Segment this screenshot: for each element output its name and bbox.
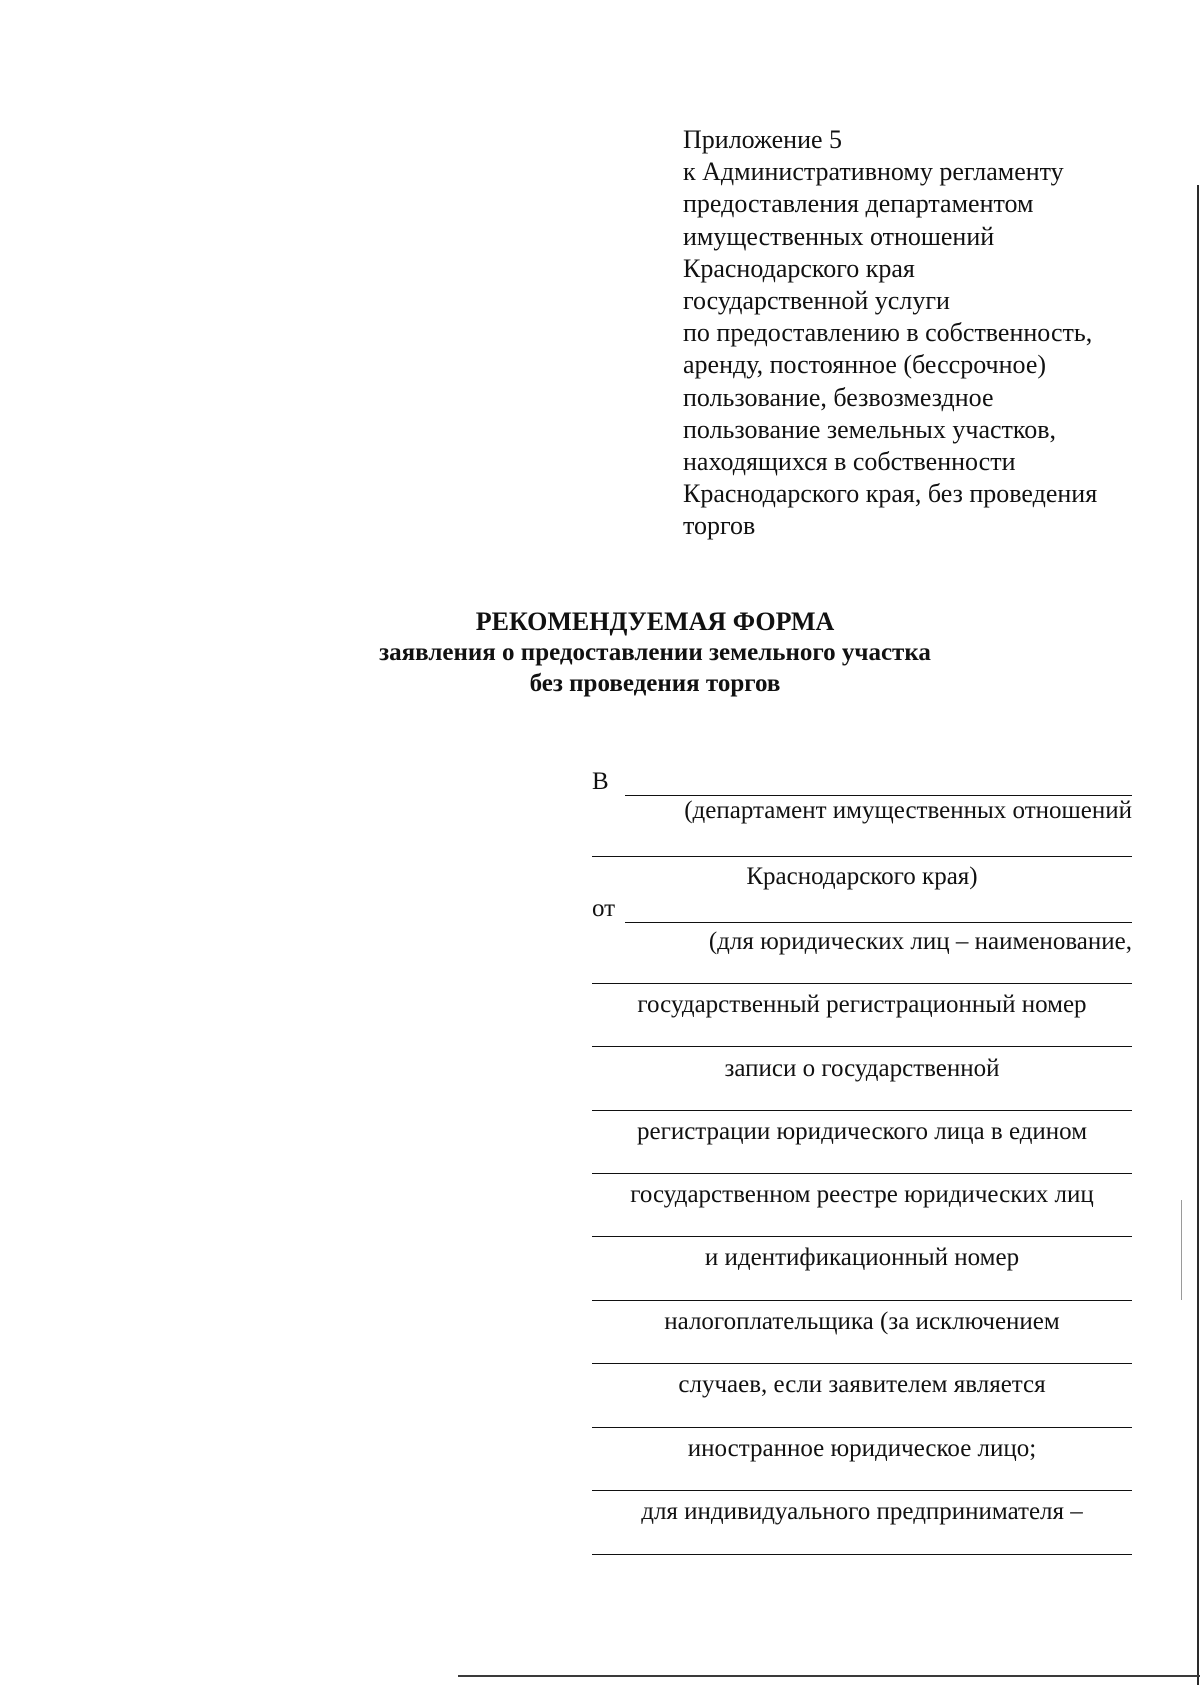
field-caption: для индивидуального предпринимателя –: [641, 1498, 1083, 1525]
appendix-line: имущественных отношений: [683, 221, 995, 251]
appendix-line: находящихся в собственности: [683, 447, 1016, 477]
fill-line[interactable]: [592, 1427, 1132, 1428]
appendix-line: Краснодарского края: [683, 253, 915, 283]
fill-line[interactable]: [592, 1046, 1132, 1047]
appendix-line: по предоставлению в собственность,: [683, 318, 1093, 348]
appendix-line: государственной услуги: [683, 286, 950, 316]
field-caption: государственном реестре юридических лиц: [630, 1181, 1094, 1208]
fill-line[interactable]: [592, 983, 1132, 984]
fill-line[interactable]: [592, 1110, 1132, 1111]
appendix-line: пользование земельных участков,: [683, 414, 1056, 444]
field-caption: регистрации юридического лица в едином: [636, 1118, 1088, 1145]
fill-line[interactable]: [592, 1173, 1132, 1174]
appendix-line: к Административному регламенту: [683, 157, 1064, 187]
form-title-line-1: РЕКОМЕНДУЕМАЯ ФОРМА: [475, 607, 835, 636]
form-title-line-2: заявления о предоставлении земельного участка: [379, 639, 931, 666]
field-caption: и идентификационный номер: [704, 1244, 1020, 1271]
field-caption: иностранное юридическое лицо;: [687, 1435, 1037, 1462]
appendix-line: Краснодарского края, без проведения: [683, 479, 1098, 509]
field-caption: записи о государственной: [724, 1055, 1000, 1082]
fill-line[interactable]: [592, 1490, 1132, 1491]
scan-edge-mark: [1181, 1200, 1182, 1300]
appendix-line: Приложение 5: [683, 125, 843, 154]
fill-line[interactable]: [592, 1363, 1132, 1364]
field-caption: налогоплательщика (за исключением: [664, 1308, 1060, 1335]
to-line: [592, 766, 1132, 798]
field-caption: случаев, если заявителем является: [678, 1371, 1046, 1398]
addressee-form: [592, 0, 1132, 1685]
appendix-line: аренду, постоянное (бессрочное): [683, 350, 1047, 380]
appendix-line: пользование, безвозмездное: [683, 382, 994, 412]
appendix-line: торгов: [683, 511, 756, 541]
fill-line[interactable]: [592, 1554, 1132, 1555]
appendix-line: предоставления департаментом: [683, 189, 1034, 219]
fill-line[interactable]: [592, 1300, 1132, 1301]
field-caption: (для юридических лиц – наименование,: [708, 928, 1132, 955]
fill-line[interactable]: [592, 1236, 1132, 1237]
from-fill-line[interactable]: [625, 922, 1132, 923]
from-prefix: от: [592, 895, 616, 922]
form-title-line-3: без проведения торгов: [529, 670, 781, 697]
to-prefix: В: [592, 768, 609, 795]
field-caption: Краснодарского края): [746, 863, 978, 890]
scan-edge-right: [1197, 185, 1199, 1685]
field-caption: государственный регистрационный номер: [637, 991, 1087, 1018]
fill-line[interactable]: [592, 856, 1132, 857]
field-caption: (департамент имущественных отношений: [684, 797, 1132, 824]
from-line: [592, 893, 1132, 925]
